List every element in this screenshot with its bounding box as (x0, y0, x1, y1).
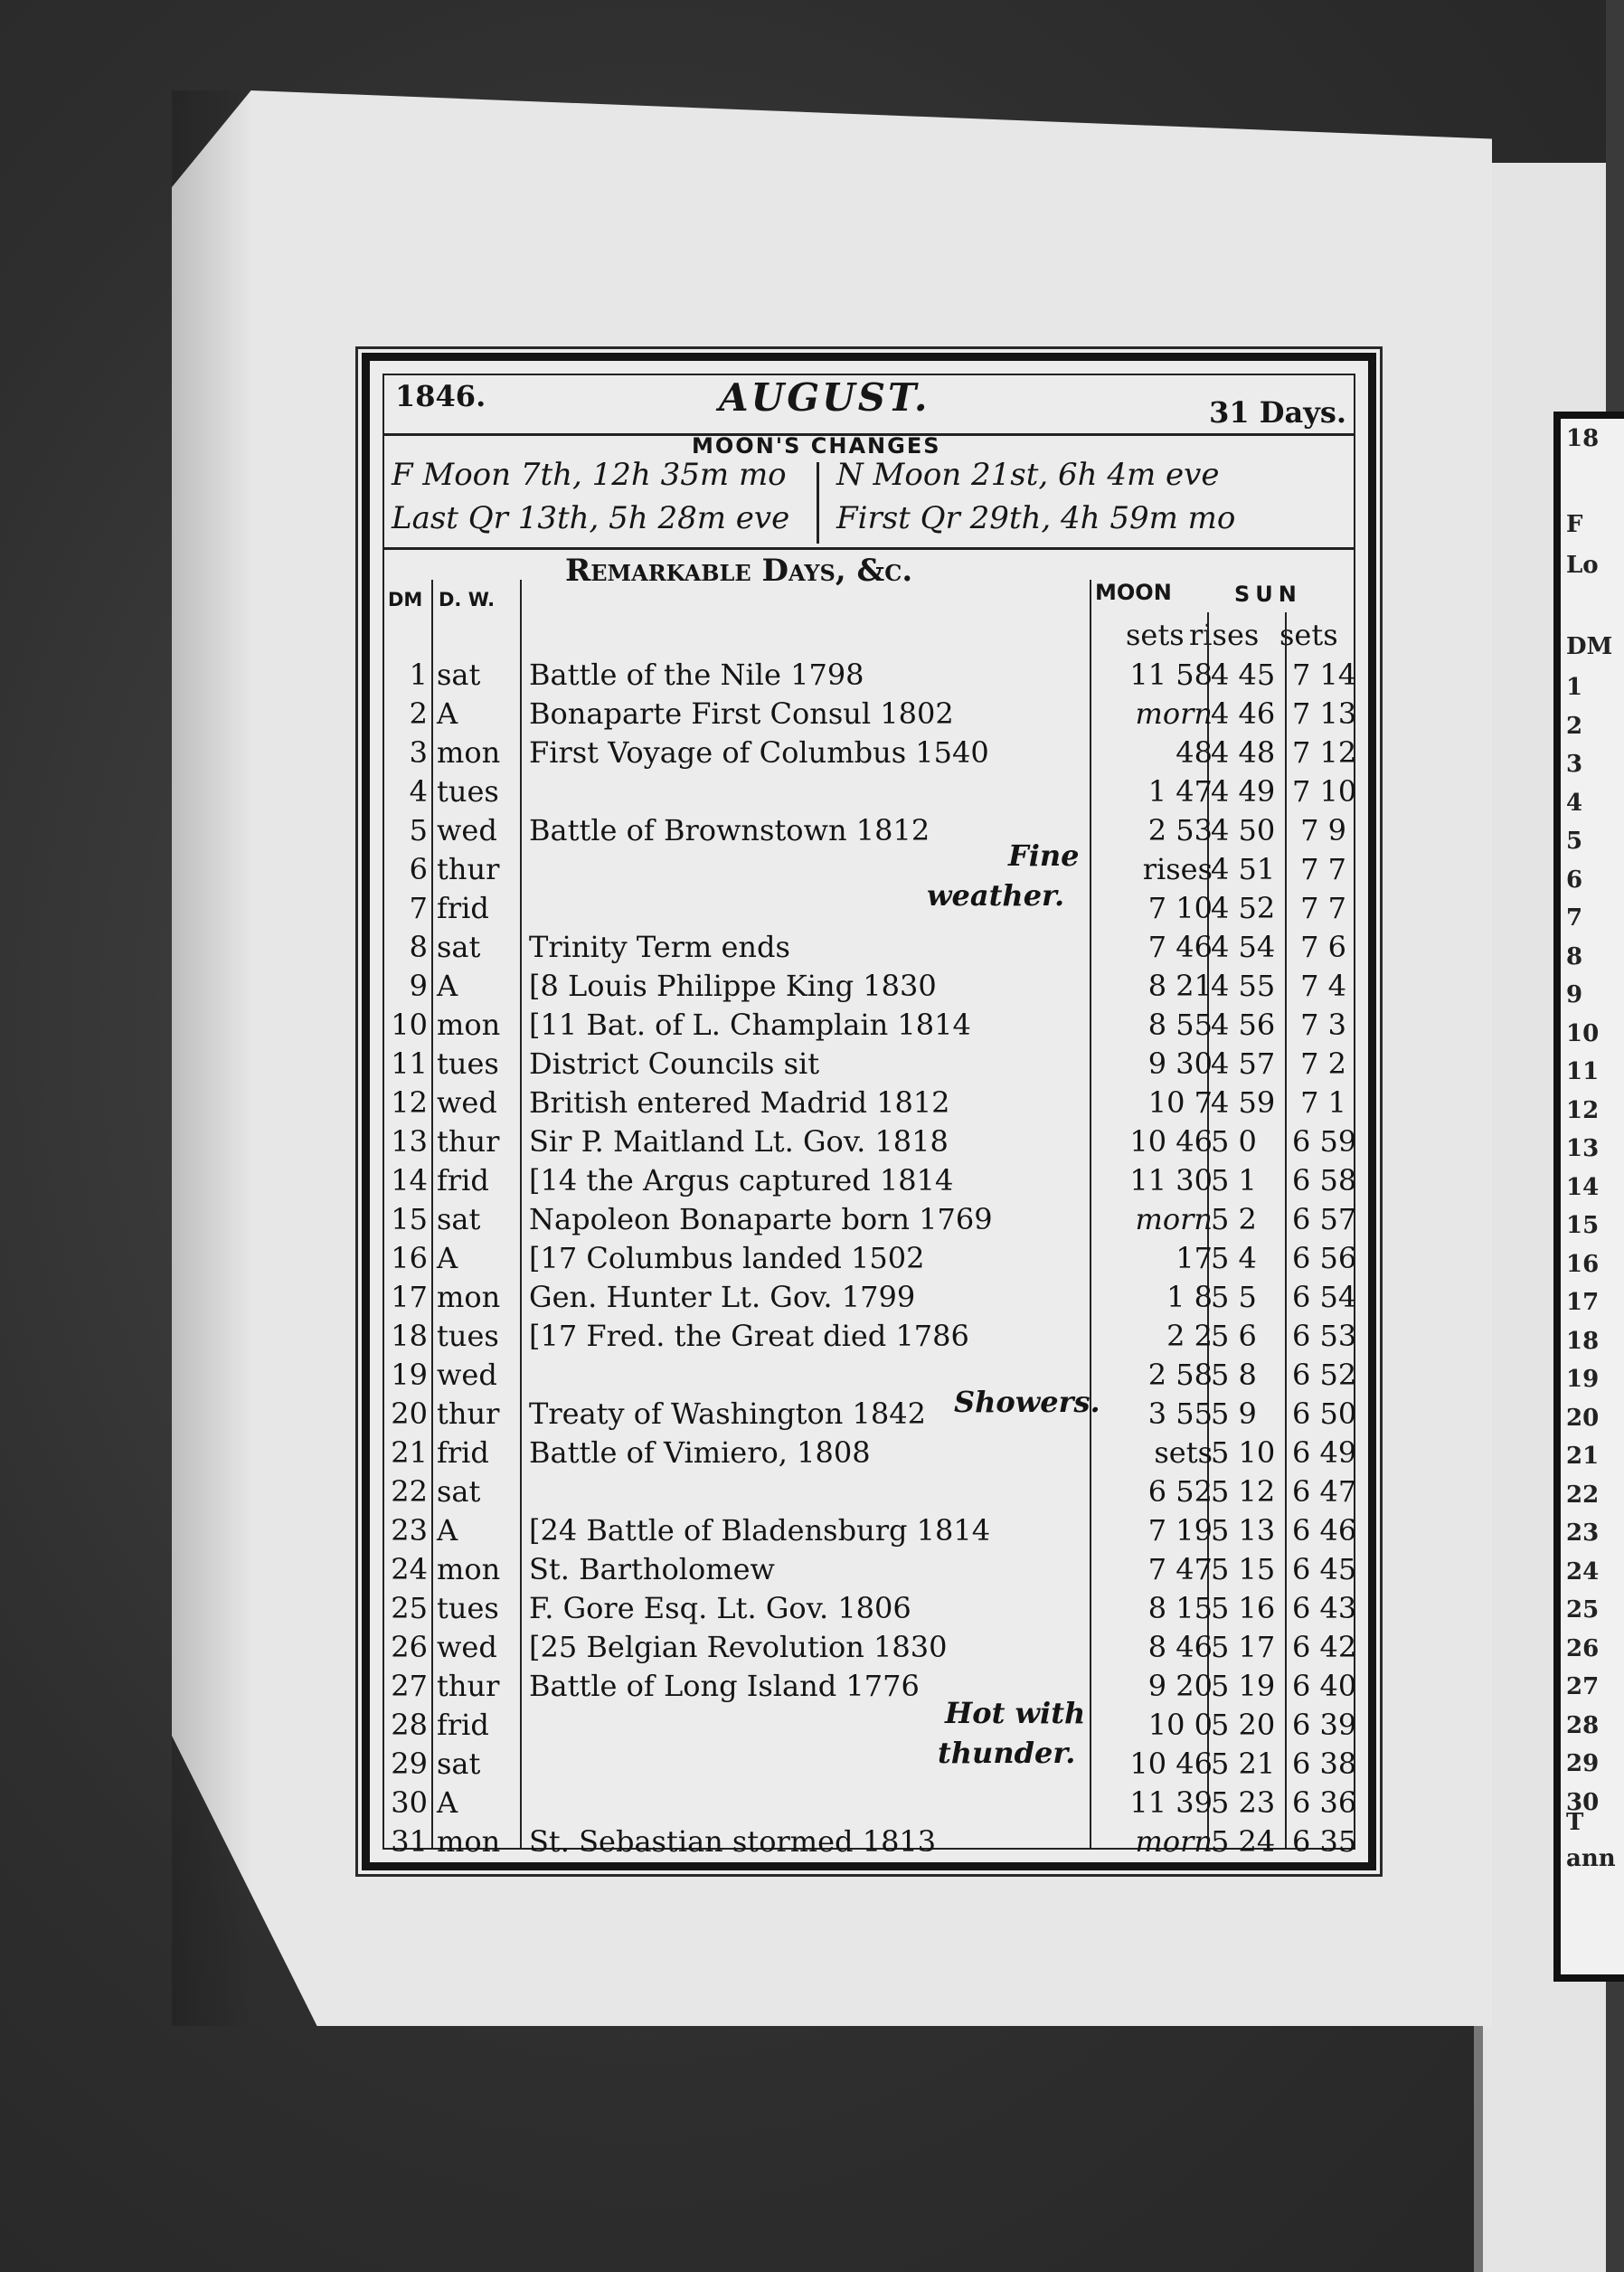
day-of-month: 22 (391, 1474, 428, 1509)
sun-sets-time: 7 7 (1300, 891, 1346, 925)
right-page-fragment: 28 (1566, 1711, 1600, 1739)
table-row (384, 891, 1354, 930)
sun-sets-time: 6 39 (1292, 1708, 1357, 1742)
right-page-fragment: 30 (1566, 1788, 1600, 1816)
day-of-month: 24 (391, 1552, 428, 1586)
table-inner-border (382, 374, 1357, 1859)
table-row (384, 1358, 1357, 1396)
remarkable-event: St. Bartholomew (529, 1552, 775, 1586)
right-page-fragment: ann (1566, 1845, 1616, 1872)
remarkable-event: Trinity Term ends (529, 930, 790, 964)
table-row (384, 930, 1354, 969)
sun-sets-time: 6 40 (1292, 1669, 1357, 1703)
table-row (384, 813, 1354, 852)
sun-sets-time: 7 14 (1292, 658, 1357, 692)
remarkable-event: Treaty of Washington 1842 (529, 1396, 926, 1431)
sun-sets-time: 6 54 (1292, 1280, 1357, 1314)
day-of-week: A (437, 1513, 458, 1548)
moon-sets-time: 10 0 (1147, 1708, 1213, 1742)
moon-changes-rule (384, 547, 1354, 550)
right-page-fragment: 11 (1566, 1058, 1600, 1085)
sun-sets-time: 7 7 (1300, 852, 1346, 886)
days-count: 31 Days. (1209, 395, 1346, 430)
day-of-month: 31 (391, 1824, 428, 1859)
moon-phase-first-quarter: First Qr 29th, 4h 59m mo (836, 500, 1236, 536)
table-row (384, 1824, 1357, 1863)
sun-rises-time: 4 45 (1211, 658, 1276, 692)
day-of-week: frid (437, 1435, 489, 1470)
right-page-fragment: 8 (1566, 942, 1583, 970)
day-of-month: 12 (391, 1085, 428, 1120)
moon-sets-time: 7 10 (1147, 891, 1213, 925)
remarkable-event: Gen. Hunter Lt. Gov. 1799 (529, 1280, 916, 1314)
moon-sets-time: 1 8 (1166, 1280, 1213, 1314)
table-row (384, 1124, 1357, 1163)
day-of-week: tues (437, 1046, 499, 1081)
remarkable-event: F. Gore Esq. Lt. Gov. 1806 (529, 1591, 911, 1625)
remarkable-event: District Councils sit (529, 1046, 820, 1081)
day-of-month: 13 (391, 1124, 428, 1159)
moon-sets-time: 7 47 (1147, 1552, 1213, 1586)
table-row (384, 1280, 1357, 1319)
day-of-week: thur (437, 852, 500, 886)
right-page-fragment: 20 (1566, 1404, 1600, 1432)
day-of-month: 19 (391, 1358, 428, 1392)
day-of-month: 7 (409, 891, 428, 925)
day-of-week: mon (437, 1280, 501, 1314)
day-of-week: A (437, 1241, 458, 1275)
sun-sets-time: 7 4 (1300, 969, 1346, 1003)
right-page-fragment: 7 (1566, 904, 1583, 932)
day-of-week: sat (437, 1747, 481, 1781)
sun-rises-time: 5 13 (1211, 1513, 1276, 1548)
sun-sets-time: 6 56 (1292, 1241, 1357, 1275)
table-row (384, 1591, 1357, 1630)
sun-sets-time: 7 1 (1300, 1085, 1346, 1120)
sun-rises-time: 5 8 (1211, 1358, 1257, 1392)
day-of-month: 8 (409, 930, 428, 964)
sun-rises-time: 4 56 (1211, 1008, 1276, 1042)
moon-phase-full: F Moon 7th, 12h 35m mo (392, 457, 787, 493)
day-of-month: 20 (391, 1396, 428, 1431)
col-header-remarkable-days: Remarkable Days, &c. (565, 553, 913, 589)
weather-note: weather. (927, 878, 1065, 913)
day-of-month: 18 (391, 1319, 428, 1353)
right-page-fragment: 14 (1566, 1173, 1600, 1201)
right-page-fragment: DM (1566, 633, 1613, 660)
moon-sets-time: 17 (1176, 1241, 1213, 1275)
remarkable-event: First Voyage of Columbus 1540 (529, 735, 989, 770)
sun-rises-time: 5 16 (1211, 1591, 1276, 1625)
moon-sets-time: 10 46 (1129, 1124, 1213, 1159)
moon-sets-time: morn (1135, 1824, 1213, 1859)
moon-sets-time: morn (1135, 1202, 1213, 1236)
sun-sets-time: 7 12 (1292, 735, 1357, 770)
moon-sets-time: morn (1135, 696, 1213, 731)
day-of-week: wed (437, 1085, 497, 1120)
day-of-month: 29 (391, 1747, 428, 1781)
right-page-fragment: 18 (1566, 1327, 1600, 1355)
day-of-week: tues (437, 1591, 499, 1625)
day-of-month: 16 (391, 1241, 428, 1275)
day-of-week: sat (437, 658, 481, 692)
sun-rises-time: 5 4 (1211, 1241, 1257, 1275)
table-row (384, 1085, 1354, 1124)
day-of-week: sat (437, 1202, 481, 1236)
day-of-month: 17 (391, 1280, 428, 1314)
day-of-week: thur (437, 1124, 500, 1159)
remarkable-event: British entered Madrid 1812 (529, 1085, 950, 1120)
day-of-month: 5 (409, 813, 428, 847)
remarkable-event: [8 Louis Philippe King 1830 (529, 969, 937, 1003)
sun-rises-time: 4 59 (1211, 1085, 1276, 1120)
sun-rises-time: 5 23 (1211, 1785, 1276, 1820)
moon-sets-time: 8 21 (1147, 969, 1213, 1003)
right-page-fragment: 25 (1566, 1596, 1600, 1624)
sun-rises-time: 5 10 (1211, 1435, 1276, 1470)
moon-sets-time: 11 39 (1129, 1785, 1213, 1820)
day-of-week: tues (437, 1319, 499, 1353)
sun-sets-time: 6 52 (1292, 1358, 1357, 1392)
sun-rises-time: 5 6 (1211, 1319, 1257, 1353)
moon-phase-new: N Moon 21st, 6h 4m eve (836, 457, 1220, 493)
month-title: AUGUST. (719, 375, 930, 420)
day-of-week: frid (437, 1708, 489, 1742)
sun-sets-time: 6 42 (1292, 1630, 1357, 1664)
sun-sets-time: 6 49 (1292, 1435, 1357, 1470)
day-of-month: 2 (409, 696, 428, 731)
moon-sets-time: 8 55 (1147, 1008, 1213, 1042)
day-of-week: thur (437, 1669, 500, 1703)
table-row (384, 1319, 1357, 1358)
right-page-fragment: 2 (1566, 712, 1583, 740)
sun-rises-time: 4 48 (1211, 735, 1276, 770)
sun-rises-time: 4 51 (1211, 852, 1276, 886)
table-row (384, 658, 1357, 696)
moon-sets-time: 9 20 (1147, 1669, 1213, 1703)
day-of-month: 21 (391, 1435, 428, 1470)
day-of-month: 3 (409, 735, 428, 770)
sun-rises-time: 5 2 (1211, 1202, 1257, 1236)
day-of-week: A (437, 969, 458, 1003)
moon-sets-time: 1 47 (1147, 774, 1213, 809)
day-of-week: wed (437, 813, 497, 847)
moon-changes-title: MOON'S CHANGES (692, 433, 941, 459)
sun-sets-time: 6 38 (1292, 1747, 1357, 1781)
table-row (384, 1396, 1357, 1435)
right-page-fragment: 27 (1566, 1673, 1600, 1700)
moon-sets-time: 2 58 (1147, 1358, 1213, 1392)
day-of-month: 25 (391, 1591, 428, 1625)
right-page-fragment: 24 (1566, 1557, 1600, 1586)
table-row (384, 1669, 1357, 1708)
sun-rises-time: 5 20 (1211, 1708, 1276, 1742)
day-of-week: A (437, 1785, 458, 1820)
sun-sets-time: 7 2 (1300, 1046, 1346, 1081)
right-page-fragment: 3 (1566, 751, 1583, 778)
day-of-month: 6 (409, 852, 428, 886)
day-of-month: 27 (391, 1669, 428, 1703)
sun-rises-time: 4 55 (1211, 969, 1276, 1003)
table-row (384, 1241, 1357, 1280)
moon-sets-time: 11 58 (1129, 658, 1213, 692)
remarkable-event: Battle of Vimiero, 1808 (529, 1435, 871, 1470)
sun-sets-time: 6 53 (1292, 1319, 1357, 1353)
right-page-fragment: T (1566, 1809, 1584, 1836)
day-of-month: 26 (391, 1630, 428, 1664)
right-page-fragment: 18 (1566, 425, 1600, 452)
day-of-month: 11 (391, 1046, 428, 1081)
table-row (384, 735, 1357, 774)
table-row (384, 1474, 1357, 1513)
table-row (384, 1046, 1354, 1085)
sun-rises-time: 4 54 (1211, 930, 1276, 964)
remarkable-event: Napoleon Bonaparte born 1769 (529, 1202, 993, 1236)
table-row (384, 1630, 1357, 1669)
sun-rises-time: 5 19 (1211, 1669, 1276, 1703)
day-of-week: sat (437, 1474, 481, 1509)
right-page-fragment: 22 (1566, 1481, 1600, 1509)
sun-rises-time: 5 9 (1211, 1396, 1257, 1431)
weather-note: Showers. (954, 1385, 1100, 1419)
right-page-fragment: 23 (1566, 1519, 1600, 1547)
sun-rises-time: 5 5 (1211, 1280, 1257, 1314)
page-edge-shadow (172, 90, 253, 2026)
remarkable-event: [25 Belgian Revolution 1830 (529, 1630, 948, 1664)
day-of-month: 14 (391, 1163, 428, 1198)
right-page-fragment: 17 (1566, 1289, 1600, 1316)
sun-rises-time: 5 1 (1211, 1163, 1257, 1198)
moon-sets-time: 8 46 (1147, 1630, 1213, 1664)
right-page-fragment: 4 (1566, 789, 1583, 817)
table-row (384, 1163, 1357, 1202)
day-of-month: 10 (391, 1008, 428, 1042)
sun-sets-time: 6 45 (1292, 1552, 1357, 1586)
moon-changes-divider (817, 462, 819, 544)
right-page-fragment: 10 (1566, 1019, 1600, 1047)
right-page-fragment: 16 (1566, 1250, 1600, 1278)
sun-sets-time: 6 46 (1292, 1513, 1357, 1548)
remarkable-event: [14 the Argus captured 1814 (529, 1163, 954, 1198)
remarkable-event: Sir P. Maitland Lt. Gov. 1818 (529, 1124, 949, 1159)
col-header-sun: SUN (1234, 582, 1302, 607)
sun-rises-time: 5 21 (1211, 1747, 1276, 1781)
right-page-fragment: 21 (1566, 1443, 1600, 1470)
moon-sets-time: rises (1142, 852, 1213, 886)
right-page-fragment: 15 (1566, 1212, 1600, 1239)
day-of-month: 1 (409, 658, 428, 692)
right-page-fragment: 9 (1566, 981, 1583, 1008)
col-sub-sun-sets: sets (1279, 618, 1338, 652)
moon-sets-time: 2 53 (1147, 813, 1213, 847)
day-of-week: mon (437, 1008, 501, 1042)
sun-sets-time: 6 35 (1292, 1824, 1357, 1859)
sun-sets-time: 7 9 (1300, 813, 1346, 847)
day-of-week: wed (437, 1630, 497, 1664)
remarkable-event: St. Sebastian stormed 1813 (529, 1824, 937, 1859)
sun-rises-time: 4 49 (1211, 774, 1276, 809)
moon-sets-time: 8 15 (1147, 1591, 1213, 1625)
right-page-fragment: F (1566, 511, 1583, 538)
moon-sets-time: 10 46 (1129, 1747, 1213, 1781)
sun-sets-time: 7 10 (1292, 774, 1357, 809)
day-of-month: 30 (391, 1785, 428, 1820)
sun-rises-time: 4 57 (1211, 1046, 1276, 1081)
moon-sets-time: 48 (1176, 735, 1213, 770)
table-row (384, 852, 1354, 891)
col-header-dm: DM (388, 589, 423, 611)
right-page-fragment: Lo (1566, 552, 1599, 579)
remarkable-event: [17 Fred. the Great died 1786 (529, 1319, 969, 1353)
right-page-fragment: 29 (1566, 1750, 1600, 1777)
moon-sets-time: 7 46 (1147, 930, 1213, 964)
col-header-dw: D. W. (439, 589, 496, 611)
remarkable-event: [11 Bat. of L. Champlain 1814 (529, 1008, 971, 1042)
moon-sets-time: sets (1154, 1435, 1213, 1470)
table-row (384, 774, 1357, 813)
sun-rises-time: 5 17 (1211, 1630, 1276, 1664)
remarkable-event: [24 Battle of Bladensburg 1814 (529, 1513, 991, 1548)
sun-sets-time: 7 6 (1300, 930, 1346, 964)
right-page-fragment: 19 (1566, 1366, 1600, 1393)
sun-sets-time: 6 59 (1292, 1124, 1357, 1159)
weather-note: thunder. (938, 1736, 1076, 1770)
sun-sets-time: 7 3 (1300, 1008, 1346, 1042)
table-row (384, 1513, 1357, 1552)
col-sub-sun-rises: rises (1189, 618, 1260, 652)
day-of-week: frid (437, 1163, 489, 1198)
sun-rises-time: 5 15 (1211, 1552, 1276, 1586)
sun-rises-time: 4 52 (1211, 891, 1276, 925)
weather-note: Fine (1008, 838, 1080, 873)
day-of-week: tues (437, 774, 499, 809)
sun-sets-time: 6 58 (1292, 1163, 1357, 1198)
remarkable-event: Bonaparte First Consul 1802 (529, 696, 954, 731)
day-of-week: wed (437, 1358, 497, 1392)
sun-sets-time: 6 47 (1292, 1474, 1357, 1509)
table-row (384, 1435, 1357, 1474)
col-sub-moon-sets: sets (1126, 618, 1185, 652)
right-page-fragment: 6 (1566, 866, 1583, 894)
sun-sets-time: 7 13 (1292, 696, 1357, 731)
day-of-week: sat (437, 930, 481, 964)
day-of-week: frid (437, 891, 489, 925)
table-row (384, 1008, 1354, 1046)
sun-sets-time: 6 43 (1292, 1591, 1357, 1625)
day-of-week: thur (437, 1396, 500, 1431)
right-page-fragment: 26 (1566, 1634, 1600, 1662)
right-page-fragment: 1 (1566, 674, 1583, 701)
remarkable-event: Battle of the Nile 1798 (529, 658, 864, 692)
weather-note: Hot with (945, 1696, 1086, 1730)
moon-sets-time: 9 30 (1147, 1046, 1213, 1081)
sun-rises-time: 5 12 (1211, 1474, 1276, 1509)
table-row (384, 1708, 1357, 1747)
sun-sets-time: 6 50 (1292, 1396, 1357, 1431)
day-of-month: 15 (391, 1202, 428, 1236)
sun-rises-time: 5 24 (1211, 1824, 1276, 1859)
day-of-week: mon (437, 1552, 501, 1586)
moon-sets-time: 10 7 (1147, 1085, 1213, 1120)
day-of-month: 23 (391, 1513, 428, 1548)
remarkable-event: Battle of Brownstown 1812 (529, 813, 930, 847)
day-of-month: 28 (391, 1708, 428, 1742)
moon-phase-last-quarter: Last Qr 13th, 5h 28m eve (392, 500, 790, 536)
table-row (384, 1552, 1357, 1591)
day-of-week: mon (437, 735, 501, 770)
moon-sets-time: 7 19 (1147, 1513, 1213, 1548)
year-label: 1846. (395, 379, 486, 413)
table-row (384, 1747, 1357, 1785)
moon-sets-time: 3 55 (1147, 1396, 1213, 1431)
moon-sets-time: 6 52 (1147, 1474, 1213, 1509)
day-of-week: mon (437, 1824, 501, 1859)
moon-sets-time: 2 2 (1166, 1319, 1213, 1353)
sun-sets-time: 6 36 (1292, 1785, 1357, 1820)
sun-rises-time: 4 46 (1211, 696, 1276, 731)
table-row (384, 1202, 1357, 1241)
moon-sets-time: 11 30 (1129, 1163, 1213, 1198)
table-row (384, 696, 1357, 735)
sun-rises-time: 4 50 (1211, 813, 1276, 847)
almanac-table-frame (362, 353, 1376, 1870)
sun-sets-time: 6 57 (1292, 1202, 1357, 1236)
remarkable-event: Battle of Long Island 1776 (529, 1669, 920, 1703)
table-row (384, 969, 1354, 1008)
day-of-week: A (437, 696, 458, 731)
right-page-fragment: 12 (1566, 1096, 1600, 1124)
right-page-fragment: 5 (1566, 828, 1583, 855)
day-of-month: 4 (409, 774, 428, 809)
right-page-fragment: 13 (1566, 1135, 1600, 1162)
day-of-month: 9 (409, 969, 428, 1003)
remarkable-event: [17 Columbus landed 1502 (529, 1241, 925, 1275)
col-header-moon: MOON (1095, 580, 1172, 605)
sun-rises-time: 5 0 (1211, 1124, 1257, 1159)
table-row (384, 1785, 1357, 1824)
